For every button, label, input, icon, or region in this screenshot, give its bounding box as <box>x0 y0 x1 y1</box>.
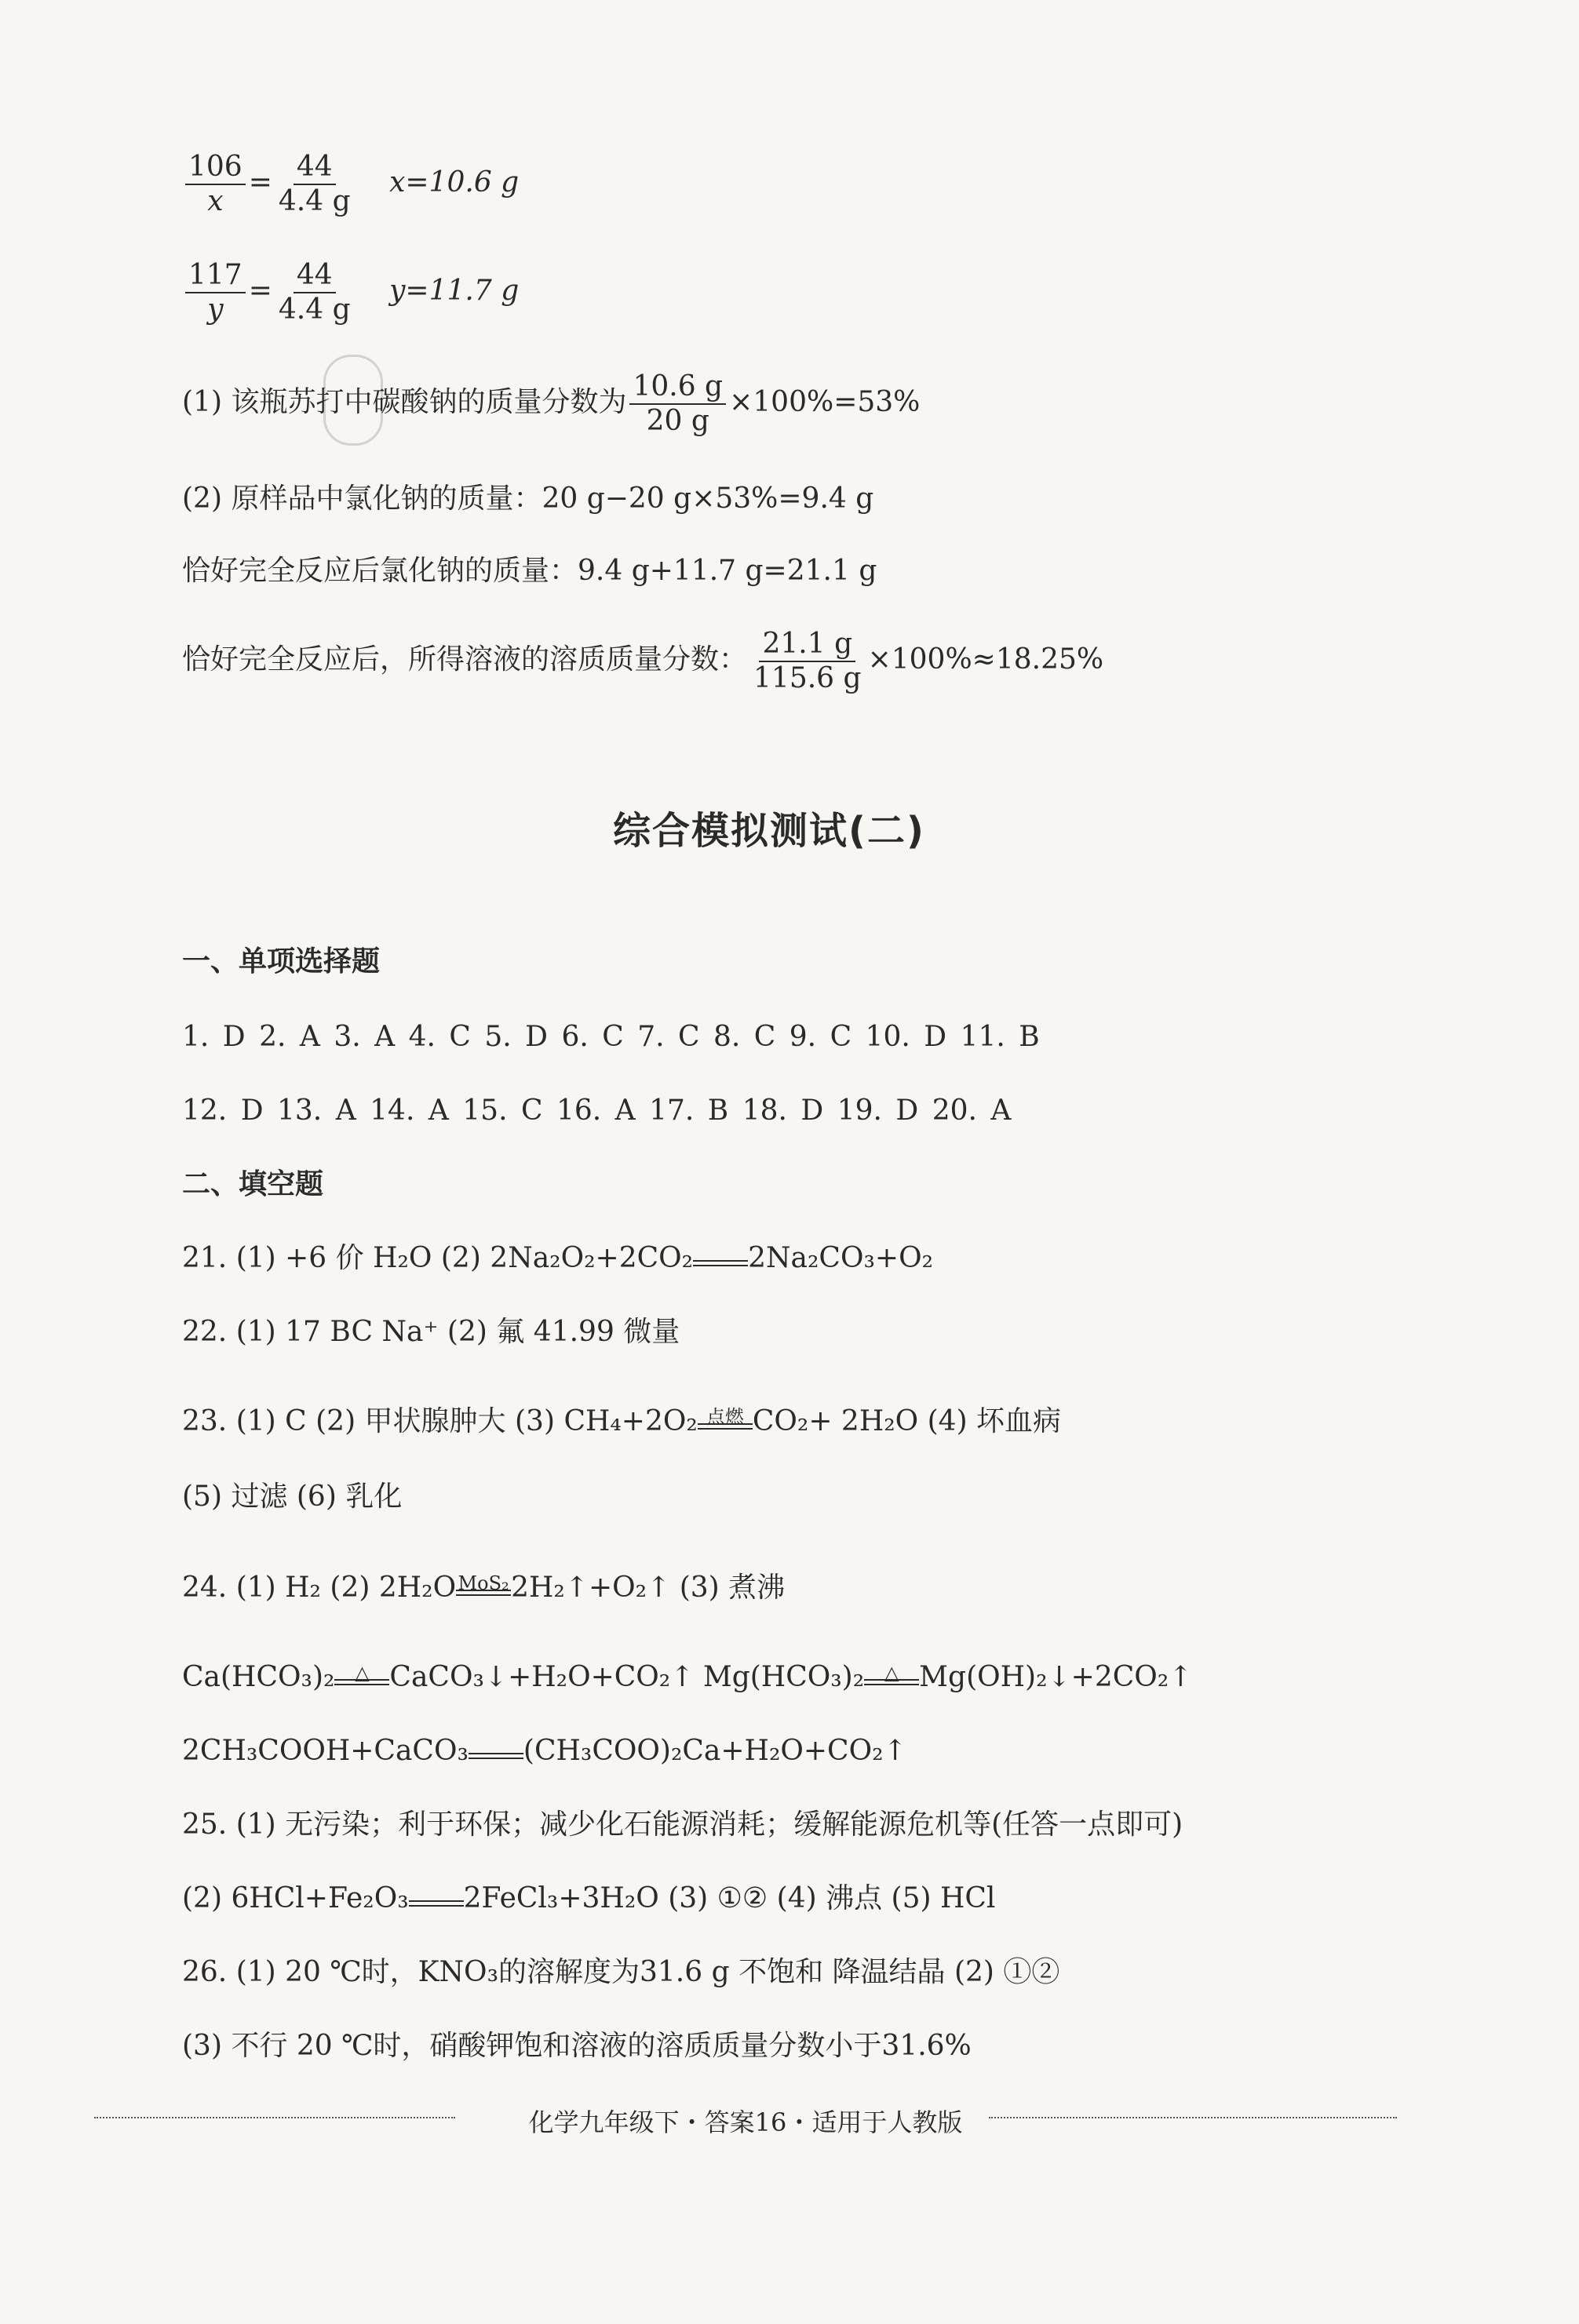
eq2-rnum: 44 <box>294 259 336 293</box>
q24b-cond1: △ <box>355 1662 370 1684</box>
q23b: (5) 过滤 (6) 乳化 <box>182 1481 403 1513</box>
q25b-b: 2FeCl₃+3H₂O (3) ①② (4) 沸点 (5) HCl <box>463 1882 996 1914</box>
equation-1: $\frac{106}{x}$ = $\frac{44}{4.4 g}$ x=10.6 g <box>182 151 519 218</box>
q24-a: 24. (1) H₂ (2) 2H₂O <box>182 1572 457 1604</box>
eq2-rden: 4.4 g <box>278 293 351 326</box>
mc-answers-1: 1. D 2. A 3. A 4. C 5. D 6. C 7. C 8. C 9. C 10. D 11. B <box>182 1021 1040 1053</box>
eq2-den: y <box>207 293 224 326</box>
p4-num: 21.1 g <box>759 628 855 662</box>
reaction-condition <box>864 1662 919 1696</box>
q21-a: 21. (1) +6 价 H₂O (2) 2Na₂O₂+2CO₂ <box>182 1242 694 1274</box>
answer-p4 <box>182 628 1103 695</box>
eq2-num: 117 <box>185 259 246 293</box>
q23 <box>182 1404 1061 1441</box>
reaction-condition <box>456 1572 511 1607</box>
equals-sign <box>469 1736 523 1770</box>
q24 <box>182 1571 785 1607</box>
page-title: 综合模拟测试(二) <box>613 809 925 853</box>
equals-sign <box>409 1883 464 1918</box>
section-heading-2: 二、填空题 <box>182 1168 324 1200</box>
eq1-rnum: 44 <box>294 151 336 185</box>
q24c <box>182 1734 907 1770</box>
eq1-num: 106 <box>185 151 246 185</box>
answer-p2: (2) 原样品中氯化钠的质量：20 g−20 g×53%=9.4 g <box>182 483 874 515</box>
eq1-result: x=10.6 g <box>389 166 520 199</box>
section-heading-1: 一、单项选择题 <box>182 945 381 978</box>
eq1-rden: 4.4 g <box>278 185 351 217</box>
q23-cond: 点燃 <box>706 1406 744 1428</box>
q25a: 25. (1) 无污染；利于环保；减少化石能源消耗；缓解能源危机等(任答一点即可) <box>182 1809 1183 1841</box>
q21 <box>182 1241 933 1277</box>
p1-prefix: (1) 该瓶苏打中碳酸钠的质量分数为 <box>182 386 627 418</box>
q26a: 26. (1) 20 ℃时，KNO₃的溶解度为31.6 g 不饱和 降温结晶 (2) ①② <box>182 1956 1060 1988</box>
q24b-b: CaCO₃↓+H₂O+CO₂↑ Mg(HCO₃)₂ <box>389 1661 865 1693</box>
mc-answers-2: 12. D 13. A 14. A 15. C 16. A 17. B 18. D 19. D 20. A <box>182 1095 1012 1127</box>
page-footer: 化学九年级下・答案16・适用于人教版 <box>528 2107 963 2137</box>
q23-b: CO₂+ 2H₂O (4) 坏血病 <box>752 1405 1062 1437</box>
eq2-result: y=11.7 g <box>389 275 520 307</box>
q24b-cond2: △ <box>884 1662 899 1684</box>
p4-suffix: ×100%≈18.25% <box>867 643 1104 676</box>
equals-sign <box>693 1243 748 1277</box>
q21-b: 2Na₂CO₃+O₂ <box>748 1242 934 1274</box>
p1-den: 20 g <box>646 405 709 437</box>
equation-2: $\frac{117}{y}$ = $\frac{44}{4.4 g}$ y=11.7 g <box>182 259 519 326</box>
p1-suffix: ×100%=53% <box>729 386 921 418</box>
q25b <box>182 1881 995 1918</box>
q24b-c: Mg(OH)₂↓+2CO₂↑ <box>919 1661 1193 1693</box>
p1-num: 10.6 g <box>629 370 726 405</box>
eq1-den: x <box>207 185 224 217</box>
p4-den: 115.6 g <box>753 662 862 694</box>
q24b-a: Ca(HCO₃)₂ <box>182 1661 335 1693</box>
q26b: (3) 不行 20 ℃时，硝酸钾饱和溶液的溶质质量分数小于31.6% <box>182 2030 972 2062</box>
q22: 22. (1) 17 BC Na⁺ (2) 氟 41.99 微量 <box>182 1316 680 1348</box>
reaction-condition <box>334 1662 389 1696</box>
p4-prefix: 恰好完全反应后，所得溶液的溶质质量分数： <box>182 643 748 676</box>
q23-a: 23. (1) C (2) 甲状腺肿大 (3) CH₄+2O₂ <box>182 1405 698 1437</box>
answer-p1 <box>182 370 920 438</box>
q24b <box>182 1660 1192 1696</box>
q24c-b: (CH₃COO)₂Ca+H₂O+CO₂↑ <box>523 1735 907 1767</box>
q24-cond: MoS₂ <box>458 1572 509 1594</box>
q24-b: 2H₂↑+O₂↑ (3) 煮沸 <box>511 1572 786 1604</box>
reaction-condition <box>698 1406 753 1441</box>
q24c-a: 2CH₃COOH+CaCO₃ <box>182 1735 469 1767</box>
q25b-a: (2) 6HCl+Fe₂O₃ <box>182 1882 409 1914</box>
answer-p3: 恰好完全反应后氯化钠的质量：9.4 g+11.7 g=21.1 g <box>182 555 877 587</box>
